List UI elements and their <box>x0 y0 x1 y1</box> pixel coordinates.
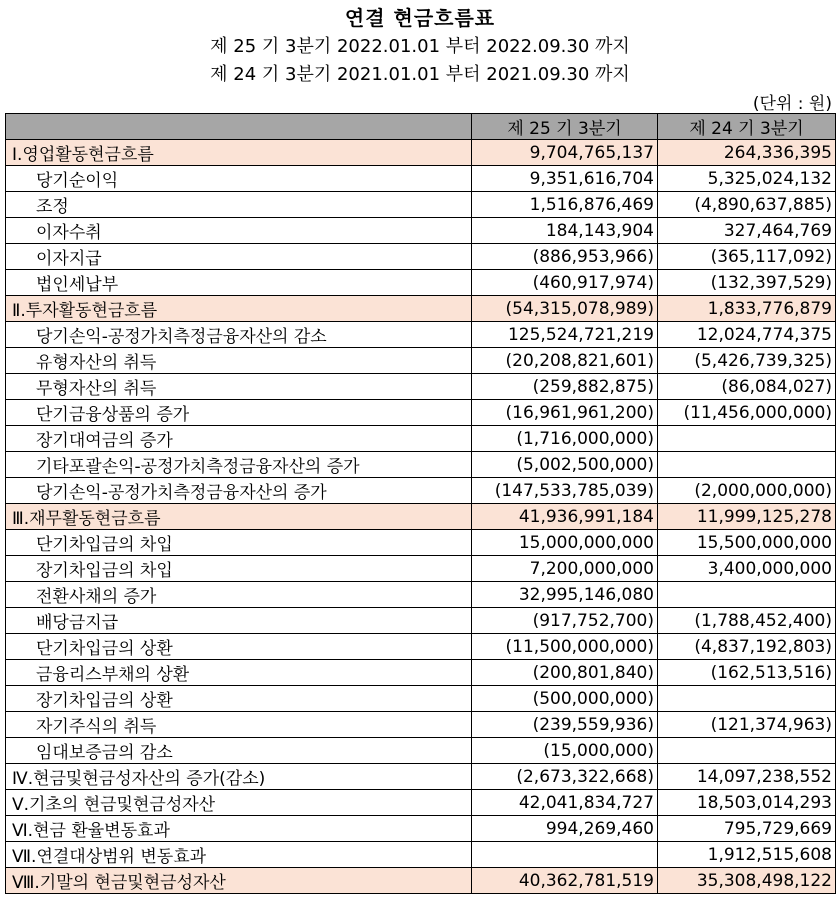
prior-period-value: 18,503,014,293 <box>658 790 836 816</box>
table-row <box>6 270 836 296</box>
row-label: Ⅲ.재무활동현금흐름 <box>6 504 472 530</box>
row-label: 장기차입금의 상환 <box>6 686 472 712</box>
row-label: Ⅷ.기말의 현금및현금성자산 <box>6 868 472 894</box>
table-row <box>6 738 836 764</box>
current-period-value: 125,524,721,219 <box>472 322 658 348</box>
row-label: 단기차입금의 상환 <box>6 634 472 660</box>
current-period-value: (917,752,700) <box>472 608 658 634</box>
row-label: 이자수취 <box>6 218 472 244</box>
current-period-value: 7,200,000,000 <box>472 556 658 582</box>
prior-period-value: 3,400,000,000 <box>658 556 836 582</box>
row-label: 임대보증금의 감소 <box>6 738 472 764</box>
table-row <box>6 192 836 218</box>
row-label: 조정 <box>6 192 472 218</box>
current-period-value <box>472 842 658 868</box>
table-row <box>6 322 836 348</box>
table-row <box>6 218 836 244</box>
prior-period-value <box>658 426 836 452</box>
current-period-value: (5,002,500,000) <box>472 452 658 478</box>
current-period-value: 40,362,781,519 <box>472 868 658 894</box>
current-period-value: (11,500,000,000) <box>472 634 658 660</box>
row-label: 장기대여금의 증가 <box>6 426 472 452</box>
row-label: 배당금지급 <box>6 608 472 634</box>
prior-period-value: (4,837,192,803) <box>658 634 836 660</box>
prior-period-value: 1,833,776,879 <box>658 296 836 322</box>
row-label: 무형자산의 취득 <box>6 374 472 400</box>
prior-period-value: 14,097,238,552 <box>658 764 836 790</box>
row-label: 단기차입금의 차입 <box>6 530 472 556</box>
table-row <box>6 686 836 712</box>
row-label: 이자지급 <box>6 244 472 270</box>
prior-period-value: (162,513,516) <box>658 660 836 686</box>
table-row <box>6 166 836 192</box>
current-period-value: 15,000,000,000 <box>472 530 658 556</box>
period-current: 제 25 기 3분기 2022.01.01 부터 2022.09.30 까지 <box>210 36 630 57</box>
prior-period-value <box>658 452 836 478</box>
prior-period-value: (5,426,739,325) <box>658 348 836 374</box>
row-label: 유형자산의 취득 <box>6 348 472 374</box>
prior-period-value: (86,084,027) <box>658 374 836 400</box>
current-period-value: (16,961,961,200) <box>472 400 658 426</box>
current-period-value: (259,882,875) <box>472 374 658 400</box>
prior-period-value: (121,374,963) <box>658 712 836 738</box>
header-prior-period: 제 24 기 3분기 <box>658 114 836 140</box>
row-label: Ⅳ.현금및현금성자산의 증가(감소) <box>6 764 472 790</box>
row-label: 당기순이익 <box>6 166 472 192</box>
current-period-value: 9,704,765,137 <box>472 140 658 166</box>
table-row <box>6 868 836 894</box>
prior-period-value <box>658 738 836 764</box>
row-label: 당기손익-공정가치측정금융자산의 증가 <box>6 478 472 504</box>
current-period-value: (2,673,322,668) <box>472 764 658 790</box>
prior-period-value <box>658 686 836 712</box>
table-row <box>6 634 836 660</box>
current-period-value: (500,000,000) <box>472 686 658 712</box>
header-current-period: 제 25 기 3분기 <box>472 114 658 140</box>
row-label: Ⅰ.영업활동현금흐름 <box>6 140 472 166</box>
row-label: 전환사채의 증가 <box>6 582 472 608</box>
prior-period-value: (11,456,000,000) <box>658 400 836 426</box>
current-period-value: 9,351,616,704 <box>472 166 658 192</box>
table-row <box>6 244 836 270</box>
current-period-value: (147,533,785,039) <box>472 478 658 504</box>
table-row <box>6 582 836 608</box>
table-row <box>6 400 836 426</box>
table-row <box>6 712 836 738</box>
prior-period-value: (4,890,637,885) <box>658 192 836 218</box>
row-label: 금융리스부채의 상환 <box>6 660 472 686</box>
table-row <box>6 530 836 556</box>
current-period-value: (886,953,966) <box>472 244 658 270</box>
current-period-value: (54,315,078,989) <box>472 296 658 322</box>
statement-title: 연결 현금흐름표 <box>344 6 496 30</box>
current-period-value: (20,208,821,601) <box>472 348 658 374</box>
row-label: 기타포괄손익-공정가치측정금융자산의 증가 <box>6 452 472 478</box>
table-row <box>6 426 836 452</box>
table-row <box>6 842 836 868</box>
current-period-value: 42,041,834,727 <box>472 790 658 816</box>
prior-period-value: 12,024,774,375 <box>658 322 836 348</box>
prior-period-value: 15,500,000,000 <box>658 530 836 556</box>
current-period-value: (15,000,000) <box>472 738 658 764</box>
prior-period-value: 5,325,024,132 <box>658 166 836 192</box>
row-label: 법인세납부 <box>6 270 472 296</box>
unit-label: (단위 : 원) <box>752 94 832 114</box>
current-period-value: (460,917,974) <box>472 270 658 296</box>
table-row <box>6 764 836 790</box>
table-row <box>6 504 836 530</box>
prior-period-value: 795,729,669 <box>658 816 836 842</box>
row-label: Ⅱ.투자활동현금흐름 <box>6 296 472 322</box>
period-prior: 제 24 기 3분기 2021.01.01 부터 2021.09.30 까지 <box>210 64 630 85</box>
table-row <box>6 478 836 504</box>
table-row <box>6 660 836 686</box>
row-label: 자기주식의 취득 <box>6 712 472 738</box>
current-period-value: (200,801,840) <box>472 660 658 686</box>
row-label: 장기차입금의 차입 <box>6 556 472 582</box>
current-period-value: (1,716,000,000) <box>472 426 658 452</box>
table-row <box>6 296 836 322</box>
prior-period-value: 264,336,395 <box>658 140 836 166</box>
prior-period-value: (1,788,452,400) <box>658 608 836 634</box>
table-row <box>6 608 836 634</box>
table-row <box>6 348 836 374</box>
table-row <box>6 140 836 166</box>
row-label: 단기금융상품의 증가 <box>6 400 472 426</box>
row-label: Ⅶ.연결대상범위 변동효과 <box>6 842 472 868</box>
current-period-value: (239,559,936) <box>472 712 658 738</box>
header-item <box>6 114 472 140</box>
prior-period-value: 327,464,769 <box>658 218 836 244</box>
table-row <box>6 790 836 816</box>
table-row <box>6 374 836 400</box>
prior-period-value <box>658 582 836 608</box>
prior-period-value: 1,912,515,608 <box>658 842 836 868</box>
prior-period-value: (132,397,529) <box>658 270 836 296</box>
row-label: 당기손익-공정가치측정금융자산의 감소 <box>6 322 472 348</box>
table-body <box>6 140 836 894</box>
prior-period-value: (365,117,092) <box>658 244 836 270</box>
cash-flow-table <box>5 113 836 894</box>
row-label: Ⅵ.현금 환율변동효과 <box>6 816 472 842</box>
table-row <box>6 556 836 582</box>
current-period-value: 32,995,146,080 <box>472 582 658 608</box>
prior-period-value: 11,999,125,278 <box>658 504 836 530</box>
table-header-row <box>6 114 836 140</box>
row-label: Ⅴ.기초의 현금및현금성자산 <box>6 790 472 816</box>
current-period-value: 994,269,460 <box>472 816 658 842</box>
current-period-value: 1,516,876,469 <box>472 192 658 218</box>
prior-period-value: (2,000,000,000) <box>658 478 836 504</box>
current-period-value: 41,936,991,184 <box>472 504 658 530</box>
prior-period-value: 35,308,498,122 <box>658 868 836 894</box>
table-row <box>6 816 836 842</box>
current-period-value: 184,143,904 <box>472 218 658 244</box>
table-row <box>6 452 836 478</box>
